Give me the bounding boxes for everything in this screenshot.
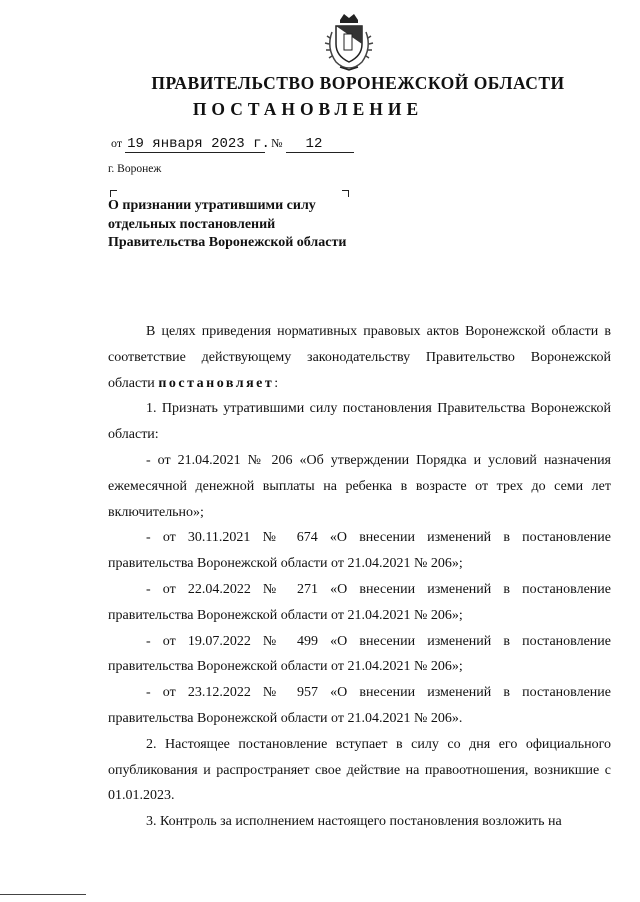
sub-item-5: - от 23.12.2022 № 957 «О внесении изменений в постановление правительства Воронежской области от 21.04.2021 № 206». bbox=[108, 685, 611, 726]
document-number: 12 bbox=[286, 137, 354, 153]
sub-item-4: - от 19.07.2022 № 499 «О внесении изменений в постановление правительства Воронежской области от 21.04.2021 № 206»; bbox=[108, 633, 611, 675]
item-2-paragraph: 2. Настоящее постановление вступает в силу со дня его официального опубликования и распространяет свое действие на правоотношения, возникшие с 01.01.2023. bbox=[108, 736, 611, 804]
item-1-paragraph: 1. Признать утратившими силу постановления Правительства Воронежской области: bbox=[108, 401, 611, 443]
date-number-line bbox=[108, 136, 354, 153]
document-body bbox=[108, 319, 611, 835]
document-date: 19 января 2023 г. bbox=[127, 136, 270, 152]
document-type-title: ПОСТАНОВЛЕНИЕ bbox=[192, 99, 424, 119]
preamble-paragraph bbox=[108, 319, 611, 396]
heading-corner-mark-right bbox=[342, 190, 349, 197]
coat-of-arms-icon bbox=[322, 12, 376, 72]
from-label: от bbox=[111, 136, 123, 150]
sub-item-1: - от 21.04.2021 № 206 «Об утверждении Порядка и условий назначения ежемесячной денежной выплаты на ребенка в возрасте от трех до семи лет включительно»; bbox=[108, 452, 611, 520]
footer-divider bbox=[0, 894, 86, 895]
organization-title: ПРАВИТЕЛЬСТВО ВОРОНЕЖСКОЙ ОБЛАСТИ bbox=[151, 73, 565, 93]
heading-line-1: О признании утратившими силу bbox=[108, 198, 316, 213]
preamble-text: В целях приведения нормативных правовых актов Воронежской области в соответствие действующему законодательству Правительство Воронежской области bbox=[108, 324, 611, 391]
heading-corner-mark-left bbox=[110, 190, 117, 197]
preamble-colon: : bbox=[274, 375, 279, 391]
heading-line-3: Правительства Воронежской области bbox=[108, 235, 347, 250]
city-label: г. Воронеж bbox=[108, 163, 162, 175]
item-3-paragraph: 3. Контроль за исполнением настоящего постановления возложить на bbox=[146, 814, 562, 830]
number-label: № bbox=[271, 136, 283, 150]
decrees-word: постановляет bbox=[158, 375, 275, 391]
document-heading bbox=[108, 197, 408, 253]
heading-line-2: отдельных постановлений bbox=[108, 216, 276, 232]
sub-item-3: - от 22.04.2022 № 271 «О внесении изменений в постановление правительства Воронежской области от 21.04.2021 № 206»; bbox=[108, 581, 611, 623]
sub-item-2: - от 30.11.2021 № 674 «О внесении изменений в постановление правительства Воронежской области от 21.04.2021 № 206»; bbox=[108, 530, 611, 572]
